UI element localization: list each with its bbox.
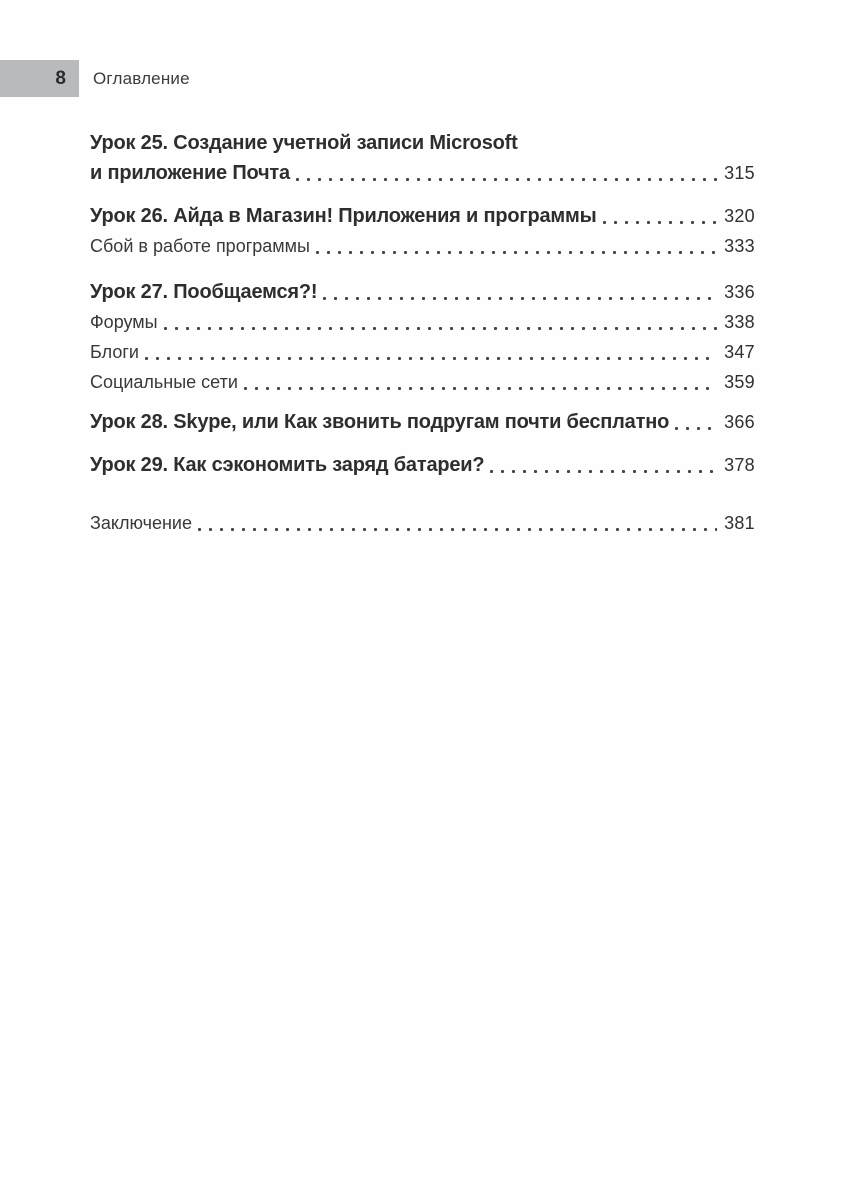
entry-title: Урок 29. Как сэкономить заряд батареи? <box>90 454 485 476</box>
folio-bar <box>0 60 79 97</box>
dot-leader <box>198 528 717 531</box>
toc-entry-line <box>90 337 755 367</box>
toc-entry-line <box>90 128 755 158</box>
entry-page: 347 <box>724 342 755 362</box>
entry-prefix: Урок 26. <box>90 205 174 227</box>
entry-title: Блоги <box>90 342 139 362</box>
toc-entry-line <box>90 367 755 397</box>
entry-title: Урок 25. Создание учетной записи Microsoft <box>90 132 518 154</box>
entry-title: Форумы <box>90 312 158 332</box>
entry-page: 366 <box>724 412 755 432</box>
running-title: Оглавление <box>93 68 190 88</box>
entry-page: 320 <box>724 206 755 226</box>
dot-leader <box>296 178 717 181</box>
entry-page: 381 <box>724 513 755 533</box>
dot-leader <box>145 357 717 360</box>
toc-entry-line <box>90 508 755 538</box>
toc-entry-line <box>90 231 755 261</box>
page-number: 8 <box>55 67 66 89</box>
entry-title: Социальные сети <box>90 372 238 392</box>
entry-prefix: Урок 25. <box>90 132 174 154</box>
entry-title: Урок 26. Айда в Магазин! Приложения и программы <box>90 205 597 227</box>
dot-leader <box>490 470 717 473</box>
dot-leader <box>164 327 717 330</box>
dot-leader <box>244 387 717 390</box>
entry-page: 338 <box>724 312 755 332</box>
entry-title: Урок 27. Пообщаемся?! <box>90 281 318 303</box>
dot-leader <box>603 221 718 224</box>
toc-entry-line <box>90 201 755 231</box>
toc-entry-line <box>90 450 755 480</box>
toc-entry-line <box>90 307 755 337</box>
entry-title: Сбой в работе программы <box>90 236 310 256</box>
entry-page: 336 <box>724 282 755 302</box>
entry-prefix: Урок 28. <box>90 411 174 433</box>
toc-entry-line <box>90 158 755 188</box>
table-of-contents <box>90 128 755 538</box>
running-head <box>0 60 841 97</box>
dot-leader <box>675 427 717 430</box>
entry-page: 315 <box>724 163 755 183</box>
toc-entry-line <box>90 277 755 307</box>
entry-title: и приложение Почта <box>90 162 290 184</box>
dot-leader <box>316 251 717 254</box>
entry-page: 359 <box>724 372 755 392</box>
entry-prefix: Урок 27. <box>90 281 174 303</box>
dot-leader <box>323 297 717 300</box>
toc-entry-line <box>90 407 755 437</box>
entry-page: 333 <box>724 236 755 256</box>
entry-page: 378 <box>724 455 755 475</box>
entry-title: Заключение <box>90 513 192 533</box>
entry-prefix: Урок 29. <box>90 454 174 476</box>
entry-title: Урок 28. Skype, или Как звонить подругам почти бесплатно <box>90 411 670 433</box>
